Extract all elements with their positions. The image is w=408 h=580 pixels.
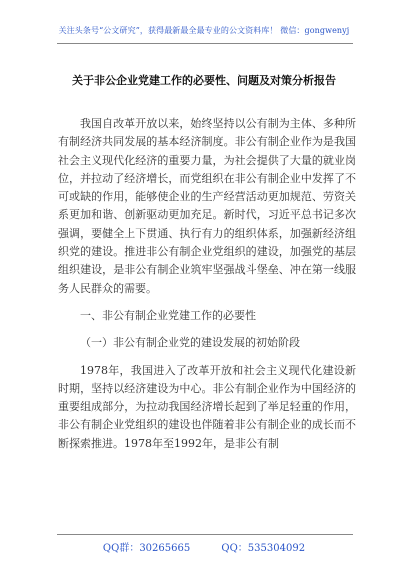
section-heading: 一、非公有制企业党建工作的必要性 <box>80 308 256 322</box>
footer <box>0 539 408 554</box>
header-divider <box>57 43 353 44</box>
document-title: 关于非公企业党建工作的必要性、问题及对策分析报告 <box>72 74 336 87</box>
footer-qq: QQ：535304092 <box>221 543 306 554</box>
header-banner: 关注头条号“公文研究”，获得最新最全最专业的公文资料库！ 微信：gongwenyj <box>58 26 350 35</box>
footer-divider <box>57 534 353 535</box>
document-body <box>58 115 356 453</box>
footer-qq-group: QQ群：30265665 <box>102 543 191 554</box>
body-paragraph: 1978年，我国进入了改革开放和社会主义现代化建设新时期，坚持以经济建设为中心。非公有制企业作为中国经济的重要组成部分，为拉动我国经济增长起到了举足轻重的作用，非公有制企业党组织的建设也伴随着非公有制企业的成长而不断探索推进。1978年至1992年，是非公有制 <box>58 363 356 450</box>
intro-paragraph: 我国自改革开放以来，始终坚持以公有制为主体、多种所有制经济共同发展的基本经济制度。非公有制企业作为是我国社会主义现代化经济的重要力量，为社会提供了大量的就业岗位，并拉动了经济增长，而党组织在非公有制企业中发挥了不可或缺的作用，能够使企业的生产经营活动更加规范、劳资关系更加和谐、创新驱动更加充足。新时代，习近平总书记多次强调，要健全上下贯通、执行有力的组织体系，加强新经济组织党的建设。推进非公有制企业党组织的建设，加强党的基层组织建设，是非公有制企业筑牢坚强战斗堡垒、冲在第一线服务人民群众的需要。 <box>58 117 356 295</box>
subsection-heading: （一）非公有制企业党的建设发展的初始阶段 <box>80 336 300 350</box>
